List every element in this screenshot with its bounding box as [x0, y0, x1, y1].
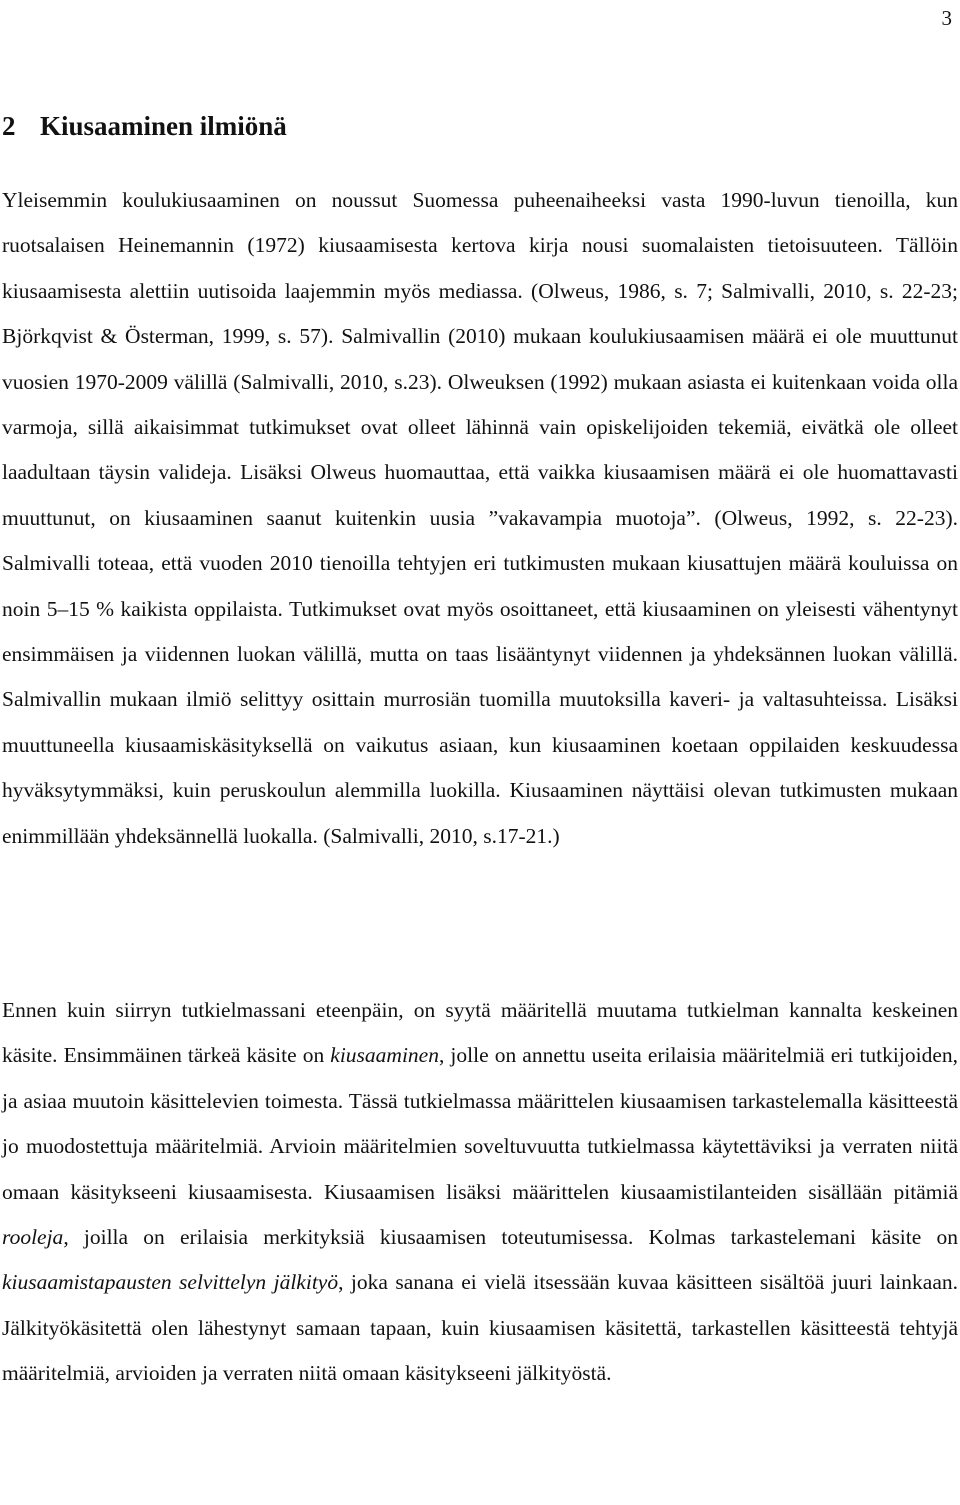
term-kiusaaminen: kiusaaminen — [330, 1043, 439, 1068]
term-rooleja: rooleja — [2, 1225, 64, 1250]
paragraph-text: Ennen kuin siirryn tutkielmassani eteenpäin, on syytä määritellä muutama tutkielman kannalta keskeinen käsite. Ensimmäinen tärkeä käsite on — [2, 998, 958, 1068]
chapter-title: Kiusaaminen ilmiönä — [40, 111, 287, 141]
chapter-number: 2 — [2, 111, 16, 141]
chapter-heading — [2, 106, 287, 146]
page-number: 3 — [941, 6, 952, 30]
term-jalkityo: kiusaamistapausten selvittelyn jälkityö — [2, 1270, 339, 1295]
paragraph-history: Yleisemmin koulukiusaaminen on noussut Suomessa puheenaiheeksi vasta 1990-luvun tienoilla, kun ruotsalaisen Heinemannin (1972) kiusaamisesta kertova kirja nousi suomalaisten tietoisuuteen. Tällöin kiusaamisesta alettiin uutisoida laajemmin myös mediassa. (Olweus, 1986, s. 7; Salmivalli, 2010, s. 22-23; Björkqvist & Österman, 1999, s. 57). Salmivallin (2010) mukaan koulukiusaamisen määrä ei ole muuttunut vuosien 1970-2009 välillä (Salmivalli, 2010, s.23). Olweuksen (1992) mukaan asiasta ei kuitenkaan voida olla varmoja, sillä aikaisimmat tutkimukset ovat olleet lähinnä vain opiskelijoiden tekemiä, eivätkä ole olleet laadultaan täysin valideja. Lisäksi Olweus huomauttaa, että vaikka kiusaamisen määrä ei ole huomattavasti muuttunut, on kiusaaminen saanut kuitenkin uusia ”vakavampia muotoja”. (Olweus, 1992, s. 22-23). Salmivalli toteaa, että vuoden 2010 tienoilla tehtyjen eri tutkimusten mukaan kiusattujen määrä kouluissa on noin 5–15 % kaikista oppilaista. Tutkimukset ovat myös osoittaneet, että kiusaaminen on yleisesti vähentynyt ensimmäisen ja viidennen luokan välillä, mutta on taas lisääntynyt viidennen ja yhdeksännen luokan välillä. Salmivallin mukaan ilmiö selittyy osittain murrosiän tuomilla muutoksilla kaveri- ja valtasuhteissa. Lisäksi muuttuneella kiusaamiskäsityksellä on vaikutus asiaan, kun kiusaaminen koetaan oppilaiden keskuudessa hyväksytymmäksi, kuin peruskoulun alemmilla luokilla. Kiusaaminen näyttäisi olevan tutkimusten mukaan enimmillään yhdeksännellä luokalla. (Salmivalli, 2010, s.17-21.) — [2, 188, 958, 848]
paragraph-text: , jolle on annettu useita erilaisia määritelmiä eri tutkijoiden, ja asiaa muutoin käsittelevien toimesta. Tässä tutkielmassa määrittelen kiusaamisen tarkastelemalla käsitteestä jo muodostettuja määritelmiä. Arvioin määritelmien soveltuvuutta tutkielmassa käytettäviksi ja verraten niitä omaan käsitykseeni kiusaamisesta. Kiusaamisen lisäksi määrittelen kiusaamistilanteiden sisällään pitämiä — [2, 1043, 958, 1204]
paragraph-text: , joilla on erilaisia merkityksiä kiusaamisen toteutumisessa. Kolmas tarkastelemani käsite on — [63, 1225, 958, 1250]
paragraph-concepts — [2, 988, 958, 1397]
paragraph-text: , joka sanana ei vielä itsessään kuvaa käsitteen sisältöä juuri lainkaan. Jälkityökäsitettä olen lähestynyt samaan tapaan, kuin kiusaamisen käsitettä, tarkastellen käsitteestä tehtyjä määritelmiä, arvioiden ja verraten niitä omaan käsitykseeni jälkityöstä. — [2, 1270, 958, 1386]
